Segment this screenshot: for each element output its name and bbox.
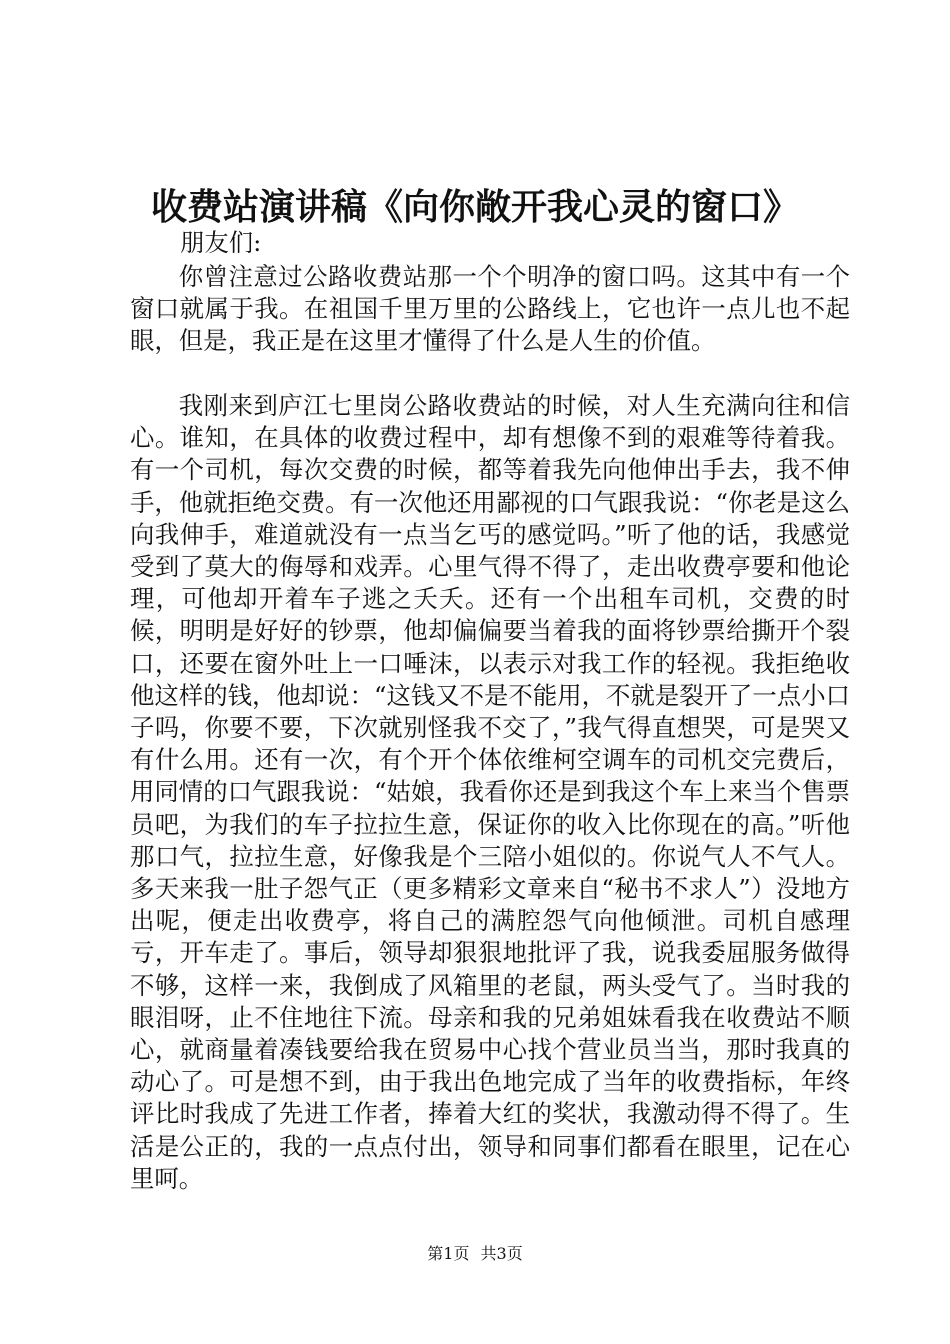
- paragraph-1: [130, 261, 850, 358]
- page-number: 第1页: [427, 1244, 470, 1263]
- paragraph-1-text: 你曾注意过公路收费站那一个个明净的窗口吗。这其中有一个窗口就属于我。在祖国千里万里的公路线上，它也许一点儿也不起眼，但是，我正是在这里才懂得了什么是人生的价值。: [130, 262, 850, 356]
- paragraph-2: [130, 390, 850, 1195]
- page-total: 共3页: [480, 1244, 523, 1263]
- paragraph-2-text: 我刚来到庐江七里岗公路收费站的时候，对人生充满向往和信心。谁知，在具体的收费过程中，却有想像不到的艰难等待着我。有一个司机，每次交费的时候，都等着我先向他伸出手去，我不伸手，他就拒绝交费。有一次他还用鄙视的口气跟我说：“你老是这么向我伸手，难道就没有一点当乞丐的感觉吗。”听了他的话，我感觉受到了莫大的侮辱和戏弄。心里气得不得了，走出收费亭要和他论理，可他却开着车子逃之夭夭。还有一个出租车司机，交费的时候，明明是好好的钞票，他却偏偏要当着我的面将钞票给撕开个裂口，还要在窗外吐上一口唾沫，以表示对我工作的轻视。我拒绝收他这样的钱，他却说：“这钱又不是不能用，不就是裂开了一点小口子吗，你要不要，下次就别怪我不交了，”我气得直想哭，可是哭又有什么用。还有一次，有个开个体依维柯空调车的司机交完费后，用同情的口气跟我说：“姑娘，我看你还是到我这个车上来当个售票员吧，为我们的车子拉拉生意，保证你的收入比你现在的高。”听他那口气，拉拉生意，好像我是个三陪小姐似的。你说气人不气人。多天来我一肚子怨气正（更多精彩文章来自“秘书不求人”）没地方出呢，便走出收费亭，将自己的满腔怨气向他倾泄。司机自感理亏，开车走了。事后，领导却狠狠地批评了我，说我委屈服务做得不够，这样一来，我倒成了风箱里的老鼠，两头受气了。当时我的眼泪呀，止不住地往下流。母亲和我的兄弟姐妹看我在收费站不顺心，就商量着凑钱要给我在贸易中心找个营业员当当，那时我真的动心了。可是想不到，由于我出色地完成了当年的收费指标，年终评比时我成了先进工作者，捧着大红的奖状，我激动得不得了。生活是公正的，我的一点点付出，领导和同事们都看在眼里，记在心里呵。: [130, 391, 850, 1193]
- salutation: 朋友们:: [180, 228, 262, 257]
- page-footer: [0, 1243, 950, 1265]
- document-title: 收费站演讲稿《向你敞开我心灵的窗口》: [150, 186, 799, 228]
